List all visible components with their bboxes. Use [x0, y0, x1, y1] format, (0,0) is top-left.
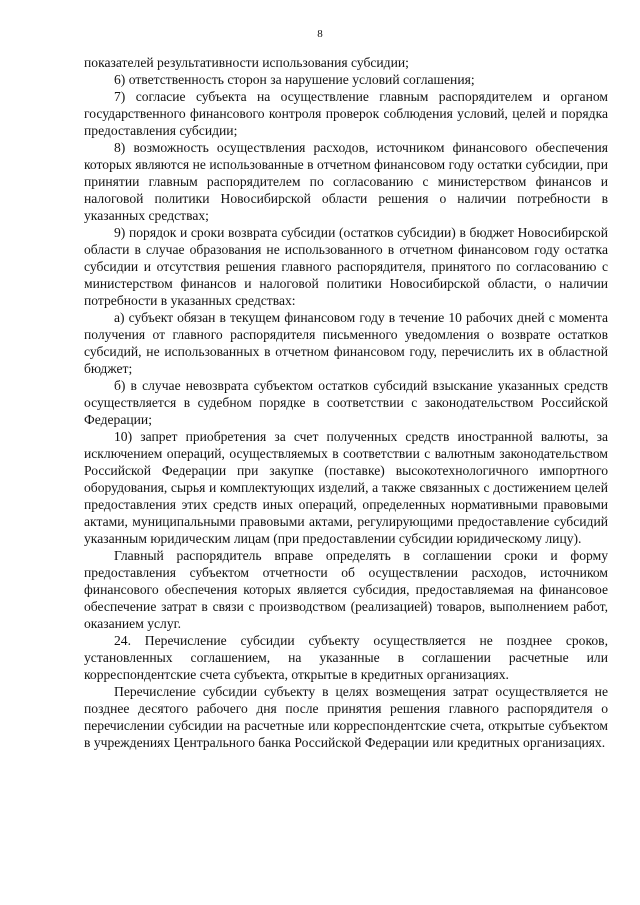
page-number: 8 — [317, 28, 323, 40]
paragraph: б) в случае невозврата субъектом остатков субсидий взыскание указанных средств осуществляется в судебном порядке в соответствии с законодательством Российской Федерации; — [84, 378, 608, 427]
paragraph: показателей результативности использования субсидии; — [84, 55, 409, 70]
paragraph: Главный распорядитель вправе определять в соглашении сроки и форму предоставления субъектом отчетности об осуществлении расходов, источником финансового обеспечения которых является субсидия, предоставляемая на финансовое обеспечение затрат в связи с производством (реализацией) товаров, выполнением работ, оказанием услуг. — [84, 548, 608, 631]
paragraph: 7) согласие субъекта на осуществление главным распорядителем и органом государственного финансового контроля проверок соблюдения условий, целей и порядка предоставления субсидии; — [84, 89, 608, 138]
paragraph: 10) запрет приобретения за счет полученных средств иностранной валюты, за исключением операций, осуществляемых в соответствии с валютным законодательством Российской Федерации при закупке (поставке) высокотехнологичного импортного оборудования, сырья и комплектующих изделий, а также связанных с достижением целей предоставления этих средств иных операций, определенных нормативными правовыми актами, муниципальными правовыми актами, регулирующими предоставление субсидий указанным юридическим лицам (при предоставлении субсидии юридическому лицу). — [84, 429, 608, 546]
paragraph: 24. Перечисление субсидии субъекту осуществляется не позднее сроков, установленных соглашением, на указанные в соглашении расчетные или корреспондентские счета субъекта, открытые в кредитных организациях. — [84, 633, 608, 682]
paragraph: 6) ответственность сторон за нарушение условий соглашения; — [114, 72, 475, 87]
paragraph: 9) порядок и сроки возврата субсидии (остатков субсидии) в бюджет Новосибирской области в случае образования не использованного в отчетном финансовом году остатка субсидии и отсутствия решения главного распорядителя, принятого по согласованию с министерством финансов и налоговой политики Новосибирской области, о наличии потребности в указанных средствах: — [84, 225, 608, 308]
paragraph: Перечисление субсидии субъекту в целях возмещения затрат осуществляется не позднее десятого рабочего дня после принятия решения главного распорядителя о перечислении субсидии на расчетные или корреспондентские счета, открытые субъектом в учреждениях Центрального банка Российской Федерации или кредитных организациях. — [84, 684, 608, 750]
document-body — [84, 54, 608, 751]
paragraph: а) субъект обязан в текущем финансовом году в течение 10 рабочих дней с момента получения от главного распорядителя письменного уведомления о возврате остатков субсидий, не использованных в отчетном финансовом году, перечислить их в областной бюджет; — [84, 310, 608, 376]
paragraph: 8) возможность осуществления расходов, источником финансового обеспечения которых являются не использованные в отчетном финансовом году остатки субсидии, при принятии главным распорядителем по согласованию с министерством финансов и налоговой политики Новосибирской области решения о наличии потребности в указанных средствах; — [84, 140, 608, 223]
